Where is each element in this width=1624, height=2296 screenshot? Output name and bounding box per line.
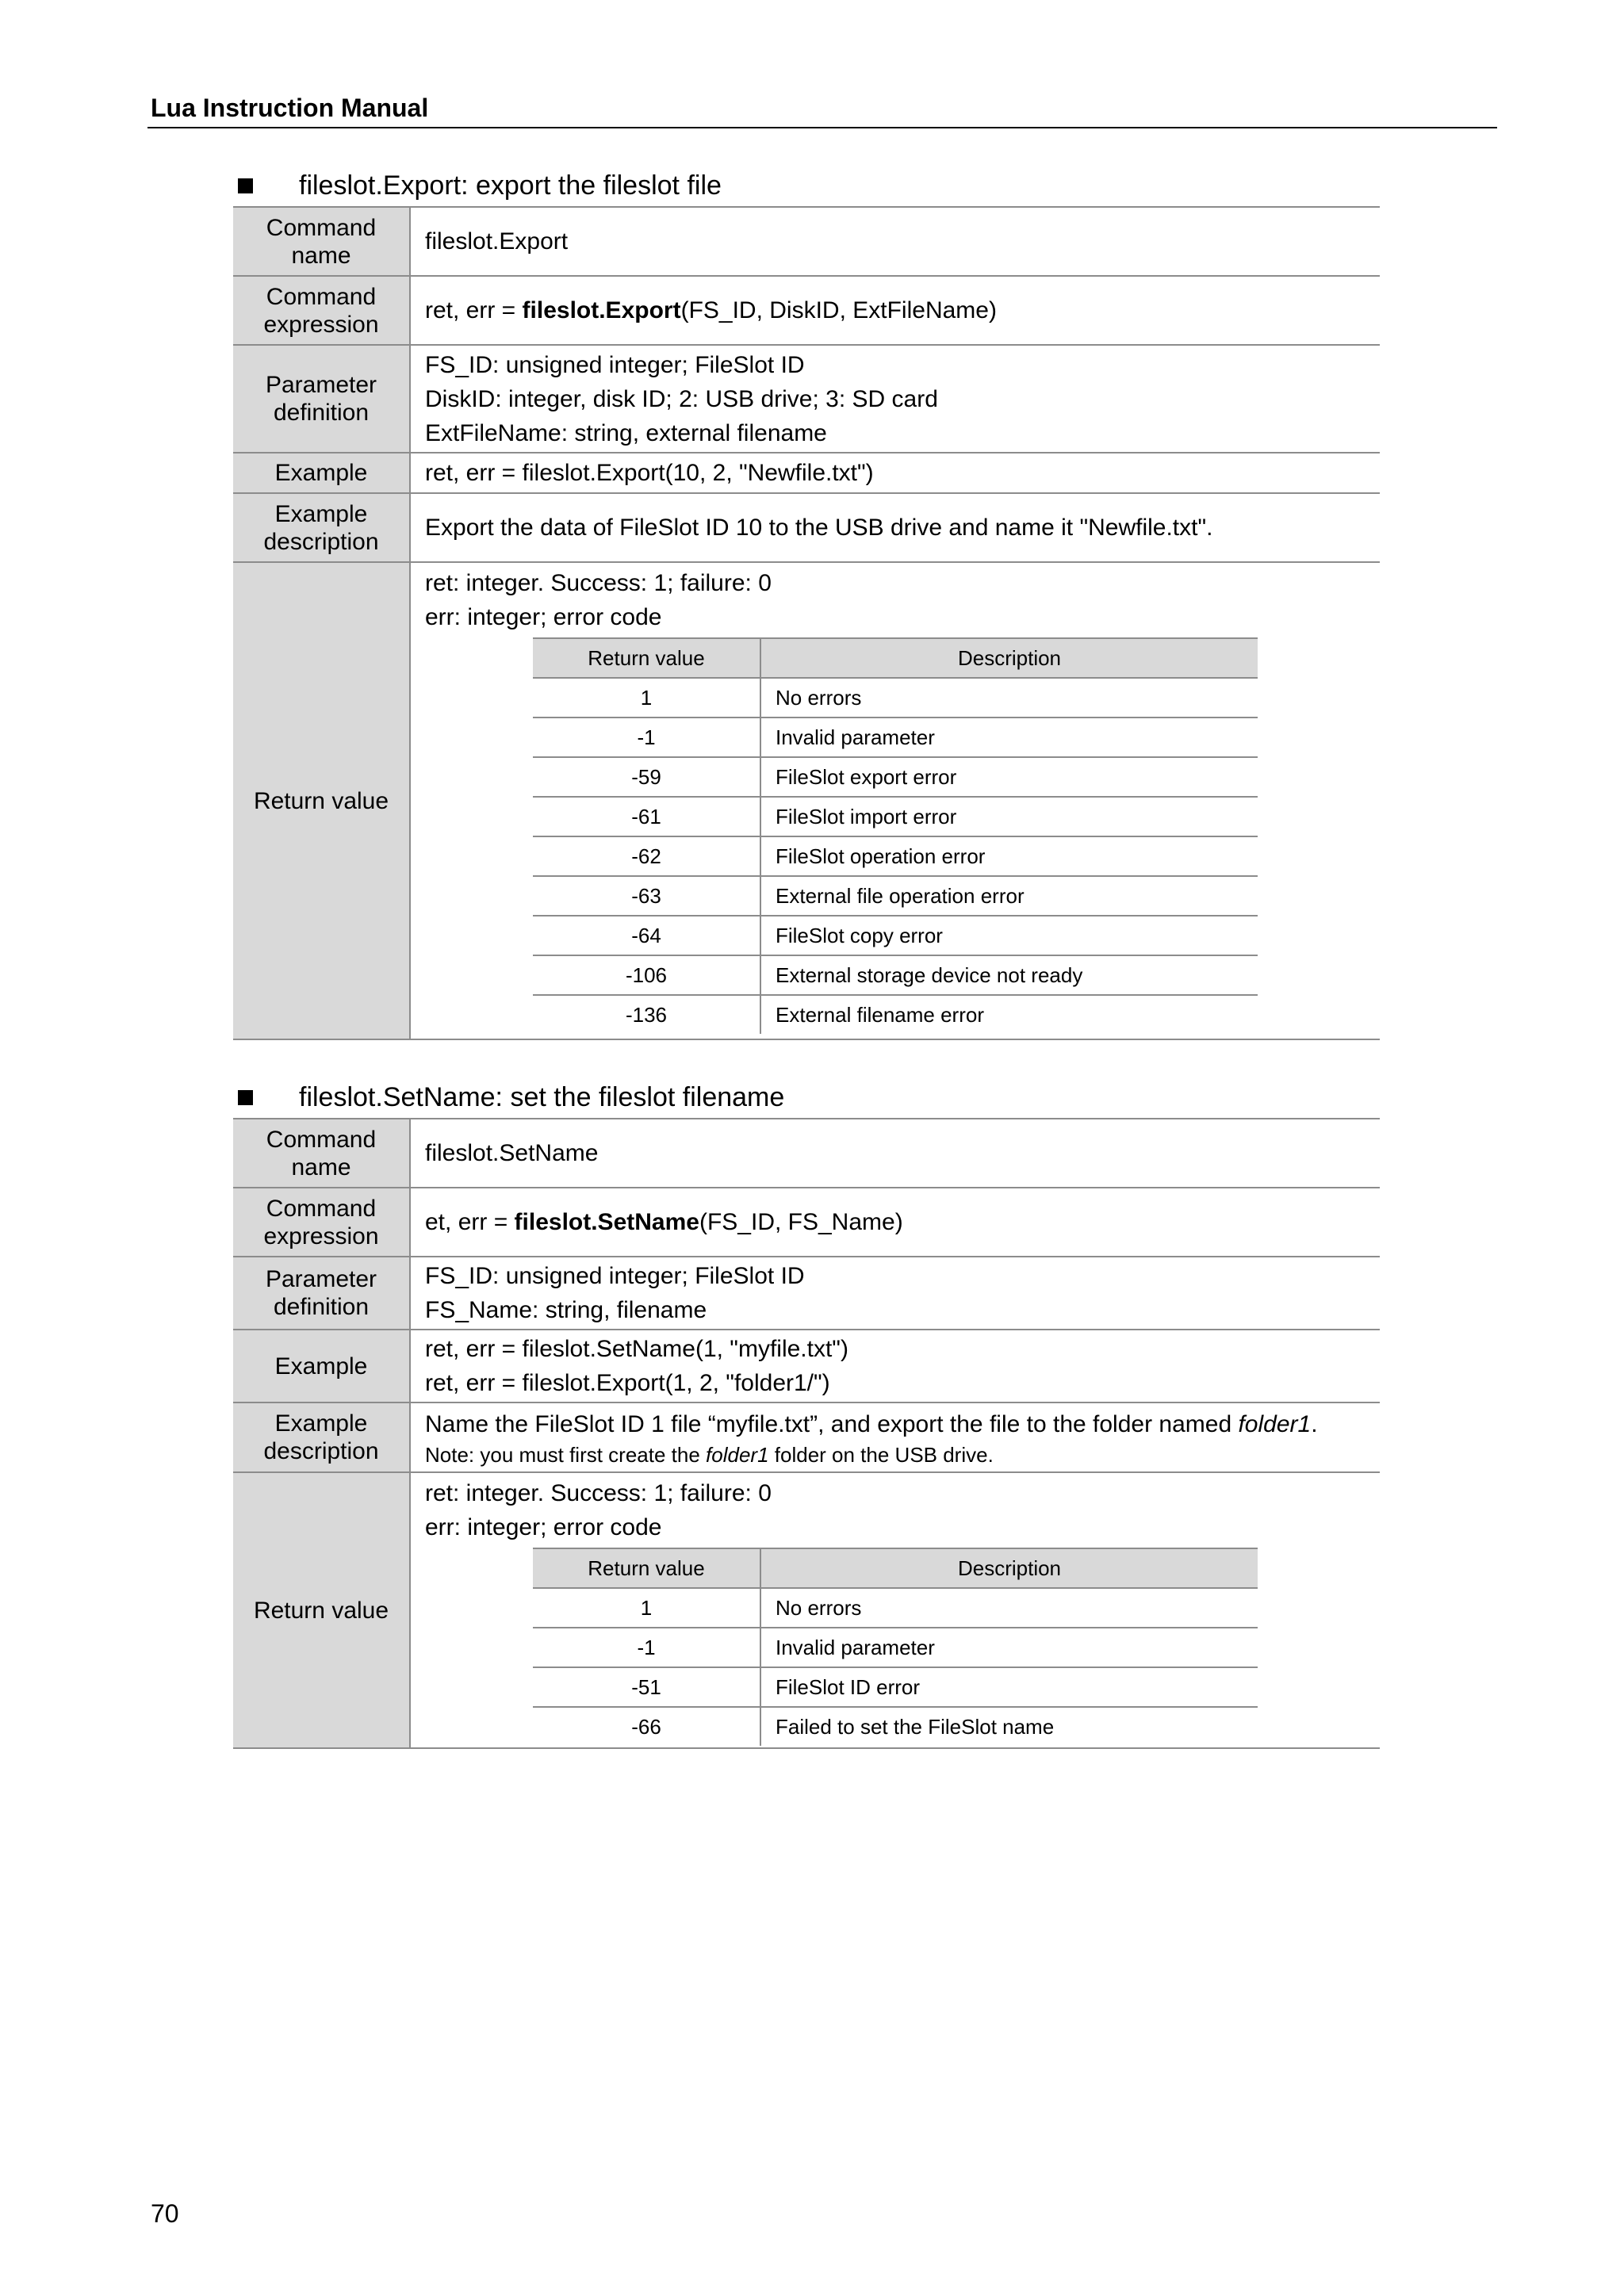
return-description-cell: External filename error [776, 1003, 984, 1027]
command-name-value: fileslot.Export [425, 228, 569, 254]
return-table-body [533, 678, 1258, 1034]
return-line: ret: integer. Success: 1; failure: 0 [425, 1480, 772, 1506]
return-code-cell: -1 [533, 718, 760, 757]
label-parameter-definition: Parameter definition [265, 372, 377, 426]
table-row [533, 995, 1258, 1034]
label-example: Example [274, 1353, 368, 1380]
function-name: fileslot.Export [522, 297, 681, 323]
return-code-cell: -59 [533, 757, 760, 797]
command-expression-value: ret, err = fileslot.Export(FS_ID, DiskID, ExtFileName) [410, 276, 1380, 345]
table-row [533, 836, 1258, 876]
table-row [533, 1628, 1258, 1667]
label-command-expression: Command expression [263, 283, 379, 338]
function-name: fileslot.SetName [514, 1209, 699, 1235]
col-header-return-value: Return value [533, 1548, 760, 1588]
table-row [533, 1707, 1258, 1746]
return-line: ret: integer. Success: 1; failure: 0 [425, 570, 772, 596]
square-bullet-icon [238, 178, 253, 193]
table-row [533, 916, 1258, 955]
return-description-cell: FileSlot operation error [760, 836, 1258, 876]
label-example-description: Example description [263, 500, 379, 555]
col-header-description: Description [760, 1548, 1258, 1588]
parameter-line: FS_Name: string, filename [425, 1297, 707, 1323]
row-example [233, 1330, 1380, 1402]
return-table-header [533, 638, 1258, 678]
section-fileslot-setname [233, 1077, 1380, 1749]
return-description-cell: External file operation error [760, 876, 1258, 916]
header-rule [147, 127, 1497, 128]
return-code-cell: 1 [533, 1588, 760, 1628]
row-command-name [233, 1119, 1380, 1188]
return-description-cell: FileSlot export error [760, 757, 1258, 797]
return-description-cell: FileSlot copy error [760, 916, 1258, 955]
table-row [533, 876, 1258, 916]
command-spec-table [233, 1118, 1380, 1749]
return-code-cell: -61 [533, 797, 760, 836]
row-parameter-definition [233, 1257, 1380, 1330]
table-row [533, 1667, 1258, 1707]
parameter-line: FS_ID: unsigned integer; FileSlot ID [425, 1263, 805, 1289]
label-return-value: Return value [253, 787, 389, 814]
return-description-cell: Invalid parameter [760, 1628, 1258, 1667]
label-return-value: Return value [253, 1597, 389, 1624]
command-expression-value: et, err = fileslot.SetName(FS_ID, FS_Name) [410, 1188, 1380, 1257]
return-line: err: integer; error code [425, 1514, 662, 1540]
row-example-description [233, 493, 1380, 562]
return-table-body [533, 1588, 1258, 1746]
return-code-cell: -63 [533, 876, 760, 916]
return-line: err: integer; error code [425, 604, 662, 630]
return-code-cell: -64 [533, 916, 760, 955]
example-list [410, 1330, 1380, 1402]
return-value-table [533, 637, 1258, 1034]
label-command-name: Command name [266, 214, 377, 269]
parameter-line: DiskID: integer, disk ID; 2: USB drive; 3: SD card [425, 385, 938, 412]
return-code-cell: -106 [533, 955, 760, 995]
example-line: ret, err = fileslot.Export(1, 2, "folder1/") [425, 1370, 830, 1396]
table-row [533, 955, 1258, 995]
return-table-header [533, 1548, 1258, 1588]
parameter-list [410, 345, 1380, 453]
col-header-description: Description [760, 638, 1258, 678]
return-description-cell: External storage device not ready [760, 955, 1258, 995]
example-description-value: Export the data of FileSlot ID 10 to the USB drive and name it "Newfile.txt". [425, 515, 1213, 541]
row-command-name [233, 207, 1380, 276]
section-title: fileslot.SetName: set the fileslot filename [299, 1081, 785, 1112]
return-code-cell: -62 [533, 836, 760, 876]
table-row [533, 678, 1258, 718]
label-command-name: Command name [266, 1126, 377, 1181]
row-example [233, 453, 1380, 493]
row-return-value [233, 1472, 1380, 1748]
parameter-line: FS_ID: unsigned integer; FileSlot ID [425, 351, 805, 378]
command-name-value: fileslot.SetName [425, 1140, 599, 1166]
return-code-cell: -51 [533, 1667, 760, 1707]
row-command-expression [233, 276, 1380, 345]
table-row [533, 718, 1258, 757]
section-title: fileslot.Export: export the fileslot file [299, 170, 722, 201]
label-parameter-definition: Parameter definition [265, 1266, 377, 1320]
return-description-cell: FileSlot ID error [760, 1667, 1258, 1707]
return-description-cell: Failed to set the FileSlot name [776, 1715, 1055, 1739]
return-description-cell: No errors [760, 1588, 1258, 1628]
example-note: Note: you must first create the folder1 folder on the USB drive. [425, 1442, 994, 1467]
parameter-line: ExtFileName: string, external filename [425, 419, 827, 446]
section-fileslot-export [233, 165, 1380, 1040]
square-bullet-icon [238, 1090, 253, 1105]
return-description-cell: FileSlot import error [760, 797, 1258, 836]
command-spec-table [233, 206, 1380, 1040]
return-value-table [533, 1548, 1258, 1746]
row-parameter-definition [233, 345, 1380, 453]
section-heading [233, 165, 1380, 206]
return-code-cell: -136 [533, 995, 760, 1034]
return-code-cell: 1 [533, 678, 760, 718]
table-row [533, 757, 1258, 797]
parameter-list [410, 1257, 1380, 1330]
example-description-text: Name the FileSlot ID 1 file “myfile.txt”, and export the file to the folder named folder1. [425, 1410, 1318, 1437]
col-header-return-value: Return value [533, 638, 760, 678]
label-example-description: Example description [263, 1410, 379, 1464]
section-heading [233, 1077, 1380, 1118]
example-line: ret, err = fileslot.SetName(1, "myfile.txt") [425, 1336, 848, 1362]
example-line: ret, err = fileslot.Export(10, 2, "Newfile.txt") [425, 460, 874, 486]
return-code-cell: -1 [533, 1628, 760, 1667]
return-code-cell: -66 [533, 1707, 760, 1746]
running-header: Lua Instruction Manual [151, 94, 429, 122]
row-return-value [233, 562, 1380, 1039]
return-description-cell: No errors [760, 678, 1258, 718]
return-description-cell: Invalid parameter [760, 718, 1258, 757]
example-description-value [410, 1402, 1380, 1472]
row-example-description [233, 1402, 1380, 1472]
row-command-expression [233, 1188, 1380, 1257]
table-row [533, 797, 1258, 836]
page-number: 70 [151, 2199, 179, 2228]
label-command-expression: Command expression [263, 1195, 379, 1249]
label-example: Example [274, 460, 368, 486]
table-row [533, 1588, 1258, 1628]
